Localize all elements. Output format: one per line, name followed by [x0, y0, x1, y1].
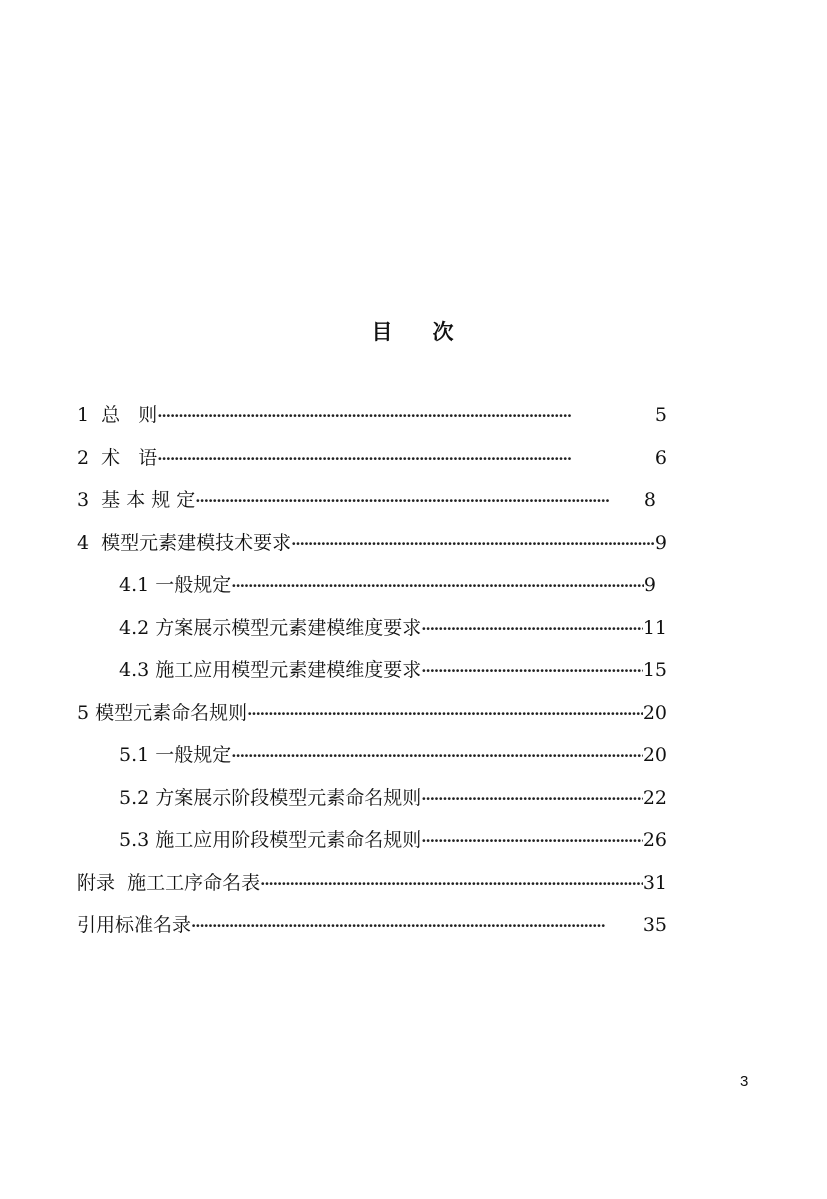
toc-entry-label: 3 基 本 规 定	[77, 489, 196, 511]
title-char-1: 目	[371, 319, 395, 344]
page-number: 3	[740, 1073, 749, 1090]
toc-entry[interactable]	[119, 783, 667, 817]
toc-entry-label: 2 术 语	[77, 447, 158, 469]
toc-entry-page: 31	[642, 872, 667, 894]
toc-entry-page: 22	[642, 787, 667, 809]
dot-leader	[157, 450, 655, 468]
toc-entry-label: 4.1 一般规定	[119, 574, 232, 596]
dot-leader	[231, 747, 643, 765]
toc-entry[interactable]	[77, 400, 667, 434]
toc-entry-page: 15	[642, 659, 667, 681]
dot-leader	[260, 875, 643, 893]
toc-entry[interactable]	[119, 613, 667, 647]
toc-entry-label: 附录 施工工序命名表	[77, 872, 261, 894]
toc-entry-label: 5.2 方案展示阶段模型元素命名规则	[119, 787, 422, 809]
toc-entry-label: 4 模型元素建模技术要求	[77, 532, 292, 554]
title-char-2: 次	[432, 319, 456, 344]
toc-entry-page: 11	[642, 617, 667, 639]
toc-entry-page: 26	[642, 829, 667, 851]
toc-entry-page: 5	[654, 404, 667, 426]
toc-entry-label: 5 模型元素命名规则	[77, 702, 248, 724]
toc-entry-label: 5.1 一般规定	[119, 744, 232, 766]
toc-entry[interactable]	[77, 443, 667, 477]
dot-leader	[421, 620, 643, 638]
dot-leader	[421, 790, 643, 808]
toc-entry[interactable]	[119, 570, 656, 604]
toc-entry-page: 35	[642, 914, 667, 936]
toc-entry-page: 20	[642, 744, 667, 766]
toc-entry[interactable]	[77, 698, 667, 732]
toc-entry-label: 引用标准名录	[77, 914, 192, 936]
dot-leader	[195, 492, 644, 510]
dot-leader	[421, 662, 643, 680]
dot-leader	[157, 407, 655, 425]
dot-leader	[191, 917, 643, 935]
dot-leader	[231, 577, 644, 595]
toc-entry[interactable]	[119, 655, 667, 689]
toc-entry-label: 5.3 施工应用阶段模型元素命名规则	[119, 829, 422, 851]
toc-entry-page: 9	[643, 574, 656, 596]
toc-entry-page: 6	[654, 447, 667, 469]
toc-entry-page: 20	[642, 702, 667, 724]
toc-entry[interactable]	[77, 910, 667, 944]
dot-leader	[247, 705, 643, 723]
toc-entry-label: 1 总 则	[77, 404, 158, 426]
page-title	[0, 316, 827, 346]
dot-leader	[421, 832, 643, 850]
toc-entry-page: 8	[643, 489, 656, 511]
toc-entry[interactable]	[119, 740, 667, 774]
toc-entry[interactable]	[77, 528, 667, 562]
toc-entry-label: 4.3 施工应用模型元素建模维度要求	[119, 659, 422, 681]
toc-entry[interactable]	[119, 825, 667, 859]
toc-entry[interactable]	[77, 868, 667, 902]
toc-entry-page: 9	[654, 532, 667, 554]
toc-entry[interactable]	[77, 485, 656, 519]
dot-leader	[291, 535, 655, 553]
toc-entry-label: 4.2 方案展示模型元素建模维度要求	[119, 617, 422, 639]
